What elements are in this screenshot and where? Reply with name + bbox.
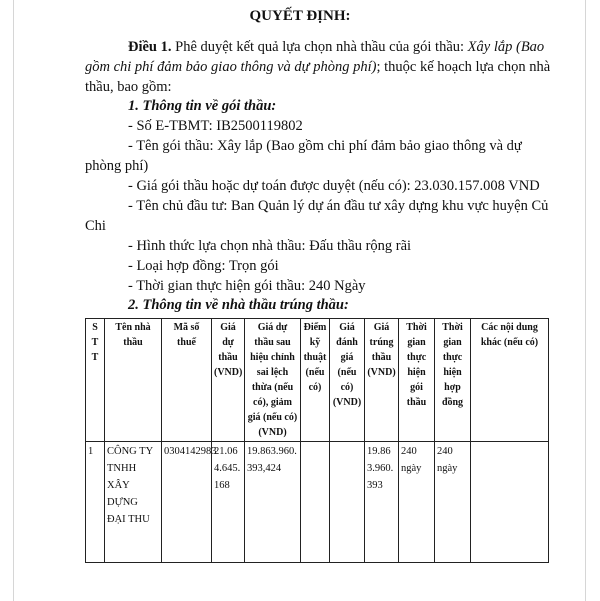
cell-tax-code: 0304142983 (162, 442, 212, 563)
cell-package-time: 240 ngày (399, 442, 435, 563)
article-line-3: thầu, bao gồm: (85, 79, 172, 95)
cell-other (471, 442, 549, 563)
col-header-eval-price: Giá đánh giá (nếu có) (VND) (330, 319, 365, 442)
section-1-heading: 1. Thông tin về gói thầu: (128, 98, 277, 114)
cell-bid-price: 21.064.645.168 (212, 442, 245, 563)
duration-line: - Thời gian thực hiện gói thầu: 240 Ngày (128, 278, 366, 294)
col-header-tax-code: Mã số thuế (162, 319, 212, 442)
package-price-line: - Giá gói thầu hoặc dự toán được duyệt (nếu có): 23.030.157.008 VND (128, 178, 540, 194)
investor-line: - Tên chủ đầu tư: Ban Quản lý dự án đầu tư xây dựng khu vực huyện Củ (128, 198, 549, 214)
investor-line-2: Chi (85, 218, 106, 234)
contract-type-line: - Loại hợp đồng: Trọn gói (128, 258, 279, 274)
cell-stt: 1 (86, 442, 105, 563)
table-header-row (86, 319, 549, 442)
cell-award-price: 19.863.960.393 (365, 442, 399, 563)
article-line-2 (85, 58, 550, 76)
col-header-bidder-name: Tên nhà thầu (105, 319, 162, 442)
article-italic: gồm chi phí đảm bảo giao thông và dự phòng phí) (85, 59, 377, 75)
article-line-1 (128, 38, 544, 56)
col-header-other: Các nội dung khác (nếu có) (471, 319, 549, 442)
package-name-line-2: phòng phí) (85, 158, 149, 174)
article-italic: Xây lắp (Bao (467, 39, 545, 55)
article-label: Điều 1. (128, 39, 172, 55)
winning-bidder-table (85, 318, 549, 563)
page-title: QUYẾT ĐỊNH: (249, 8, 351, 24)
col-header-stt: S T T (86, 319, 105, 442)
col-header-bid-price: Giá dự thầu (VND) (212, 319, 245, 442)
article-text: Phê duyệt kết quả lựa chọn nhà thầu của gói thầu: (171, 39, 468, 55)
col-header-adjusted-price: Giá dự thầu sau hiệu chỉnh sai lệch thừa (nếu có), giảm giá (nếu có) (VND) (245, 319, 301, 442)
package-name-line: - Tên gói thầu: Xây lắp (Bao gồm chi phí đảm bảo giao thông và dự (128, 138, 522, 154)
cell-contract-time: 240 ngày (435, 442, 471, 563)
section-2-heading: 2. Thông tin về nhà thầu trúng thầu: (128, 297, 349, 313)
cell-eval-price (330, 442, 365, 563)
col-header-award-price: Giá trúng thầu (VND) (365, 319, 399, 442)
article-text: ; thuộc kế hoạch lựa chọn nhà (376, 59, 551, 75)
etbmt-line: - Số E-TBMT: IB2500119802 (128, 118, 303, 134)
col-header-tech-score: Điểm kỹ thuật (nếu có) (301, 319, 330, 442)
cell-adjusted-price: 19.863.960.393,424 (245, 442, 301, 563)
col-header-package-time: Thời gian thực hiện gói thầu (399, 319, 435, 442)
col-header-contract-time: Thời gian thực hiện hợp đồng (435, 319, 471, 442)
cell-bidder-name: CÔNG TY TNHH XÂY DỰNG ĐẠI THU (105, 442, 162, 563)
selection-method-line: - Hình thức lựa chọn nhà thầu: Đấu thầu rộng rãi (128, 238, 412, 254)
cell-tech-score (301, 442, 330, 563)
table-row (86, 442, 549, 563)
